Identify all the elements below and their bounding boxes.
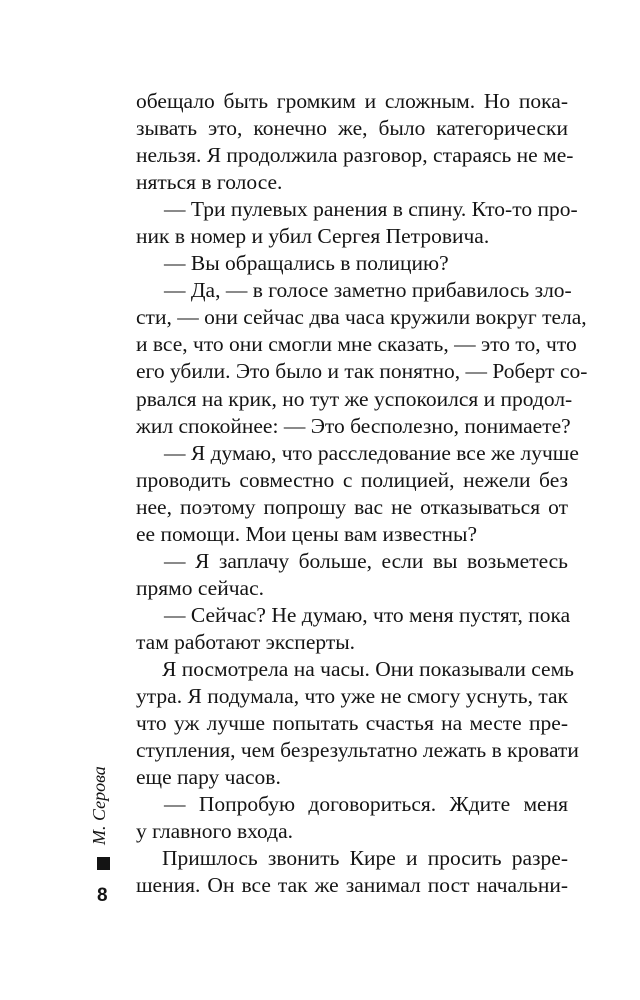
text-line: проводить совместно с полицией, нежели без (136, 467, 568, 492)
text-line: жил спокойнее: — Это бесполезно, понимаете? (136, 413, 571, 438)
author-name: М. Серова (89, 766, 109, 845)
text-line: ее помощи. Мои цены вам известны? (136, 521, 477, 546)
dialogue-line: — Да, — в голосе заметно прибавилось зло- (164, 278, 572, 303)
text-line: что уж лучше попытать счастья на месте пре- (136, 711, 568, 736)
text-line: няться в голосе. (136, 170, 283, 195)
text-line: там работают эксперты. (136, 629, 356, 654)
dialogue-line: — Я заплачу больше, если вы возьметесь (164, 548, 568, 573)
square-marker-icon (97, 857, 110, 870)
text-line: нее, поэтому попрошу вас не отказываться от (136, 494, 568, 519)
paragraph-first-line: Я посмотрела на часы. Они показывали семь (162, 656, 574, 681)
text-line: его убили. Это было и так понятно, — Роберт со- (136, 359, 588, 384)
text-line: у главного входа. (136, 819, 294, 844)
text-line: прямо сейчас. (136, 575, 265, 600)
text-line: шения. Он все так же занимал пост начальни- (136, 873, 568, 898)
paragraph-first-line: Пришлось звонить Кире и просить разре- (162, 846, 568, 871)
running-head (89, 766, 115, 845)
dialogue-line: — Вы обращались в полицию? (164, 251, 449, 276)
text-line: рвался на крик, но тут же успокоился и продол- (136, 386, 573, 411)
text-line: нельзя. Я продолжила разговор, стараясь не ме- (136, 143, 574, 168)
body-text (136, 88, 588, 899)
text-line: еще пару часов. (136, 765, 281, 790)
page-number: 8 (97, 885, 108, 906)
text-line: зывать это, конечно же, было категорически (136, 116, 568, 141)
text-line: ник в номер и убил Сергея Петровича. (136, 224, 490, 249)
dialogue-line: — Сейчас? Не думаю, что меня пустят, пока (164, 602, 571, 627)
text-line: обещало быть громким и сложным. Но пока- (136, 89, 568, 113)
dialogue-line: — Три пулевых ранения в спину. Кто-то про- (164, 197, 578, 222)
text-line: сти, — они сейчас два часа кружили вокруг тела, (136, 305, 587, 330)
dialogue-line: — Попробую договориться. Ждите меня (164, 792, 568, 817)
text-line: ступления, чем безрезультатно лежать в кровати (136, 738, 579, 763)
text-line: и все, что они смогли мне сказать, — это то, что (136, 332, 577, 357)
text-line: утра. Я подумала, что уже не смогу уснуть, так (136, 684, 568, 709)
dialogue-line: — Я думаю, что расследование все же лучше (164, 440, 579, 465)
